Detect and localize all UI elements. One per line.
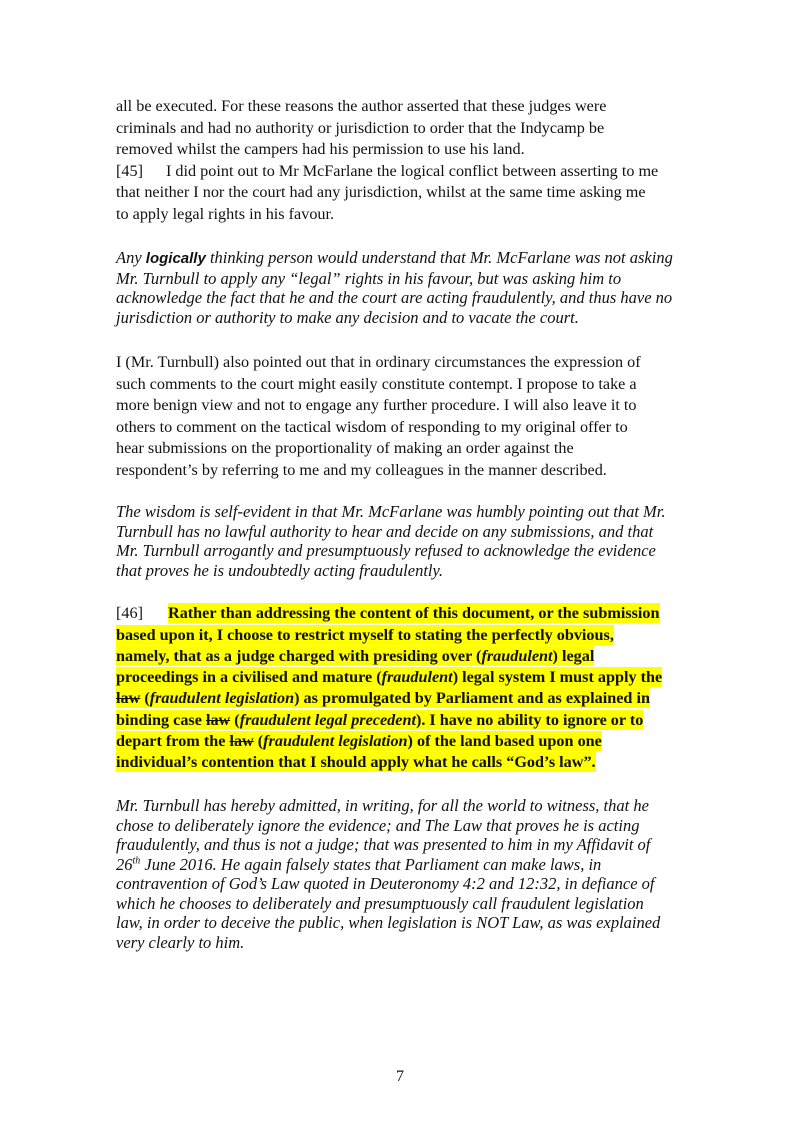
text-line: acknowledge the fact that he and the court are acting fraudulently, and thus have no <box>116 288 673 307</box>
text-line: The wisdom is self-evident in that Mr. McFarlane was humbly pointing out that Mr. <box>116 502 666 521</box>
struck-word: law <box>229 731 254 750</box>
text-line: 26th June 2016. He again falsely states that Parliament can make laws, in <box>116 854 602 874</box>
text-line: all be executed. For these reasons the author asserted that these judges were <box>116 97 607 115</box>
text-line: law (fraudulent legislation) as promulgated by Parliament and as explained in <box>116 689 650 708</box>
text-line: Mr. Turnbull to apply any “legal” rights in his favour, but was asking him to <box>116 268 622 288</box>
text-line: Mr. Turnbull has hereby admitted, in writing, for all the world to witness, that he <box>116 796 649 815</box>
text-line: jurisdiction or authority to make any decision and to vacate the court. <box>116 307 579 327</box>
text-line <box>116 603 706 625</box>
text-line: that proves he is undoubtedly acting fraudulently. <box>116 560 444 580</box>
text-line: depart from the law (fraudulent legislation) of the land based upon one <box>116 731 602 750</box>
text-line: more benign view and not to engage any further procedure. I will also leave it to <box>116 396 637 414</box>
commentary-1 <box>116 248 706 327</box>
emphasis-logically: logically <box>145 250 206 267</box>
text-line: such comments to the court might easily constitute contempt. I propose to take a <box>116 374 637 393</box>
text-line <box>116 752 706 773</box>
text-line: fraudulently, and thus is not a judge; that was presented to him in my Affidavit of <box>116 835 651 854</box>
text-line: law, in order to deceive the public, when legislation is NOT Law, as was explained <box>116 913 661 932</box>
text-line: proceedings in a civilised and mature (fraudulent) legal system I must apply the <box>116 668 663 687</box>
text-line: Turnbull has no lawful authority to hear and decide on any submissions, and that <box>116 521 654 541</box>
text-line: Mr. Turnbull arrogantly and presumptuously refused to acknowledge the evidence <box>116 541 656 560</box>
text-line: I (Mr. Turnbull) also pointed out that in ordinary circumstances the expression of <box>116 353 641 371</box>
paragraph-number: [45] <box>116 161 143 180</box>
highlighted-text: based upon it, I choose to restrict myself to stating the perfectly obvious, <box>116 625 614 644</box>
text-line: criminals and had no authority or jurisdiction to order that the Indycamp be <box>116 118 605 137</box>
commentary-3 <box>116 796 706 952</box>
text-line: namely, that as a judge charged with presiding over (fraudulent) legal <box>116 646 595 665</box>
text-line: to apply legal rights in his favour. <box>116 204 335 223</box>
struck-word: law <box>205 710 231 729</box>
highlighted-text: Rather than addressing the content of this document, or the submission <box>168 604 660 622</box>
commentary-2 <box>116 502 706 580</box>
paragraph-contempt <box>116 352 706 481</box>
text-line: that neither I nor the court had any jurisdiction, whilst at the same time asking me <box>116 183 646 201</box>
text-line: Any logically thinking person would understand that Mr. McFarlane was not asking <box>116 248 673 267</box>
paragraph-45-first-line: [45] I did point out to Mr McFarlane the logical conflict between asserting to me <box>116 161 706 183</box>
text-line <box>116 625 706 646</box>
text-line: others to comment on the tactical wisdom of responding to my original offer to <box>116 417 628 436</box>
text-line: hear submissions on the proportionality of making an order against the <box>116 439 574 457</box>
page-number: 7 <box>396 1068 404 1085</box>
struck-word: law <box>116 689 141 708</box>
text-line: which he chooses to deliberately and presumptuously call fraudulent legislation <box>116 893 644 913</box>
text-line: binding case law (fraudulent legal precedent). I have no ability to ignore or to <box>116 710 644 729</box>
text-line: chose to deliberately ignore the evidence; and The Law that proves he is acting <box>116 815 640 835</box>
paragraph-number: [46] <box>116 604 143 622</box>
paragraph-46 <box>116 603 706 774</box>
text-line: respondent’s by referring to me and my colleagues in the manner described. <box>116 460 607 479</box>
text-line: contravention of God’s Law quoted in Deuteronomy 4:2 and 12:32, in defiance of <box>116 874 655 893</box>
text-line: removed whilst the campers had his permission to use his land. <box>116 140 525 158</box>
text-line: very clearly to him. <box>116 932 245 952</box>
highlighted-text: individual’s contention that I should apply what he calls “God’s law”. <box>116 753 596 772</box>
paragraph-44-end <box>116 96 706 225</box>
